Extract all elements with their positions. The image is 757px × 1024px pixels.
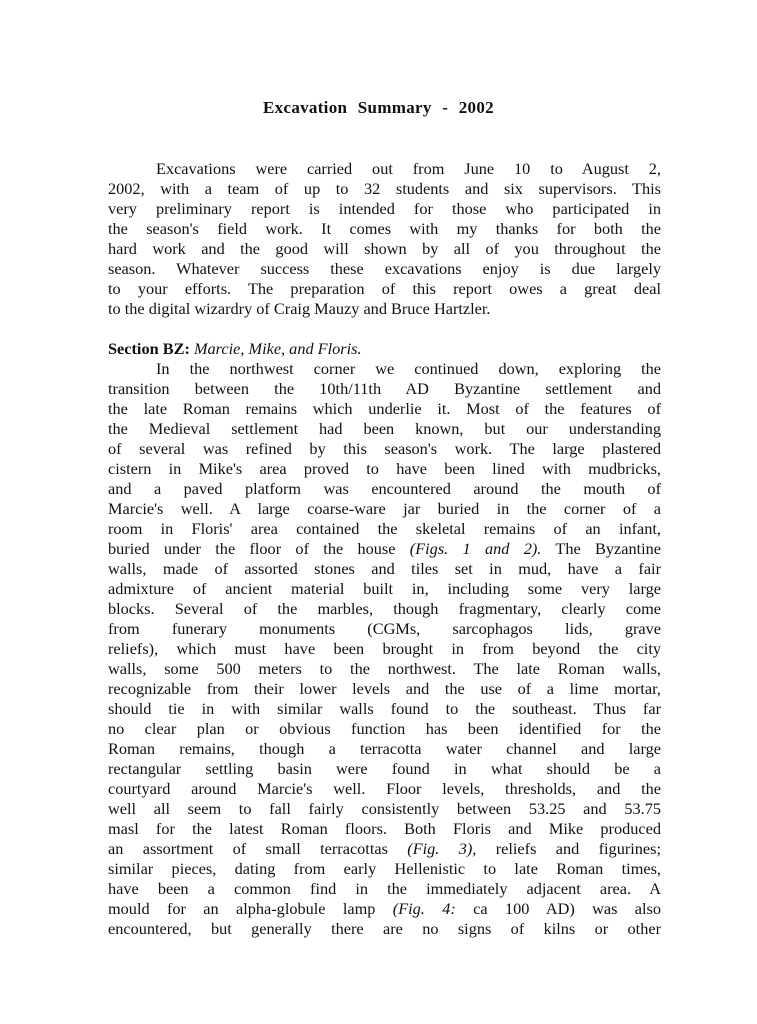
- text-line: masl for the latest Roman floors. Both Floris and Mike produced: [108, 819, 661, 838]
- text-line: recognizable from their lower levels and the use of a lime mortar,: [108, 679, 661, 698]
- text-segment: buried under the floor of the house: [108, 539, 396, 558]
- text-line: the Medieval settlement had been known, but our understanding: [108, 419, 661, 438]
- text-line: Marcie's well. A large coarse-ware jar buried in the corner of a: [108, 499, 661, 518]
- text-line: walls, made of assorted stones and tiles set in mud, have a fair: [108, 559, 661, 578]
- text-line: In the northwest corner we continued down, exploring the: [156, 359, 661, 378]
- text-line: blocks. Several of the marbles, though fragmentary, clearly come: [108, 599, 661, 618]
- text-line: admixture of ancient material built in, including some very large: [108, 579, 661, 598]
- text-line: to your efforts. The preparation of this report owes a great deal: [108, 279, 661, 298]
- text-line: courtyard around Marcie's well. Floor levels, thresholds, and the: [108, 779, 661, 798]
- section-heading: [108, 339, 661, 359]
- text-line: cistern in Mike's area proved to have been lined with mudbricks,: [108, 459, 661, 478]
- text-line: no clear plan or obvious function has been identified for the: [108, 719, 661, 738]
- text-line: room in Floris' area contained the skeletal remains of an infant,: [108, 519, 661, 538]
- text-line: and a paved platform was encountered around the mouth of: [108, 479, 661, 498]
- text-line: the late Roman remains which underlie it. Most of the features of: [108, 399, 661, 418]
- figure-reference: (Figs. 1 and 2).: [409, 539, 542, 558]
- text-line: rectangular settling basin were found in what should be a: [108, 759, 661, 778]
- text-line: have been a common find in the immediately adjacent area. A: [108, 879, 661, 898]
- text-segment: The Byzantine: [555, 539, 662, 558]
- text-segment: mould for an alpha-globule lamp: [108, 899, 376, 918]
- text-line: walls, some 500 meters to the northwest. The late Roman walls,: [108, 659, 661, 678]
- text-line: [108, 539, 661, 559]
- text-segment: reliefs and figurines;: [495, 839, 662, 858]
- text-line: the season's field work. It comes with my thanks for both the: [108, 219, 661, 238]
- text-line: of several was refined by this season's work. The large plastered: [108, 439, 661, 458]
- text-line: [108, 839, 661, 859]
- text-segment: an assortment of small terracottas: [108, 839, 388, 858]
- section-label: Section BZ:: [108, 339, 190, 358]
- text-line: [108, 899, 661, 919]
- text-line: similar pieces, dating from early Hellenistic to late Roman times,: [108, 859, 661, 878]
- text-line: Excavations were carried out from June 10 to August 2,: [156, 159, 661, 178]
- figure-reference: (Fig. 4:: [392, 899, 456, 918]
- text-line: to the digital wizardry of Craig Mauzy and Bruce Hartzler.: [108, 299, 491, 318]
- text-line: encountered, but generally there are no signs of kilns or other: [108, 919, 661, 938]
- text-line: from funerary monuments (CGMs, sarcophagos lids, grave: [108, 619, 661, 638]
- text-line: should tie in with similar walls found to the southeast. Thus far: [108, 699, 661, 718]
- figure-reference: (Fig. 3),: [407, 839, 477, 858]
- section-names: Marcie, Mike, and Floris.: [193, 339, 362, 358]
- document-title: Excavation Summary - 2002: [263, 98, 494, 117]
- text-line: well all seem to fall fairly consistently between 53.25 and 53.75: [108, 799, 661, 818]
- text-line: very preliminary report is intended for those who participated in: [108, 199, 661, 218]
- text-line: reliefs), which must have been brought in from beyond the city: [108, 639, 661, 658]
- text-line: hard work and the good will shown by all of you throughout the: [108, 239, 661, 258]
- text-line: transition between the 10th/11th AD Byzantine settlement and: [108, 379, 661, 398]
- section-bz: [108, 339, 661, 939]
- text-segment: ca 100 AD) was also: [473, 899, 662, 918]
- text-line: Roman remains, though a terracotta water channel and large: [108, 739, 661, 758]
- intro-paragraph: [108, 159, 661, 319]
- text-line: season. Whatever success these excavations enjoy is due largely: [108, 259, 661, 278]
- text-line: 2002, with a team of up to 32 students and six supervisors. This: [108, 179, 661, 198]
